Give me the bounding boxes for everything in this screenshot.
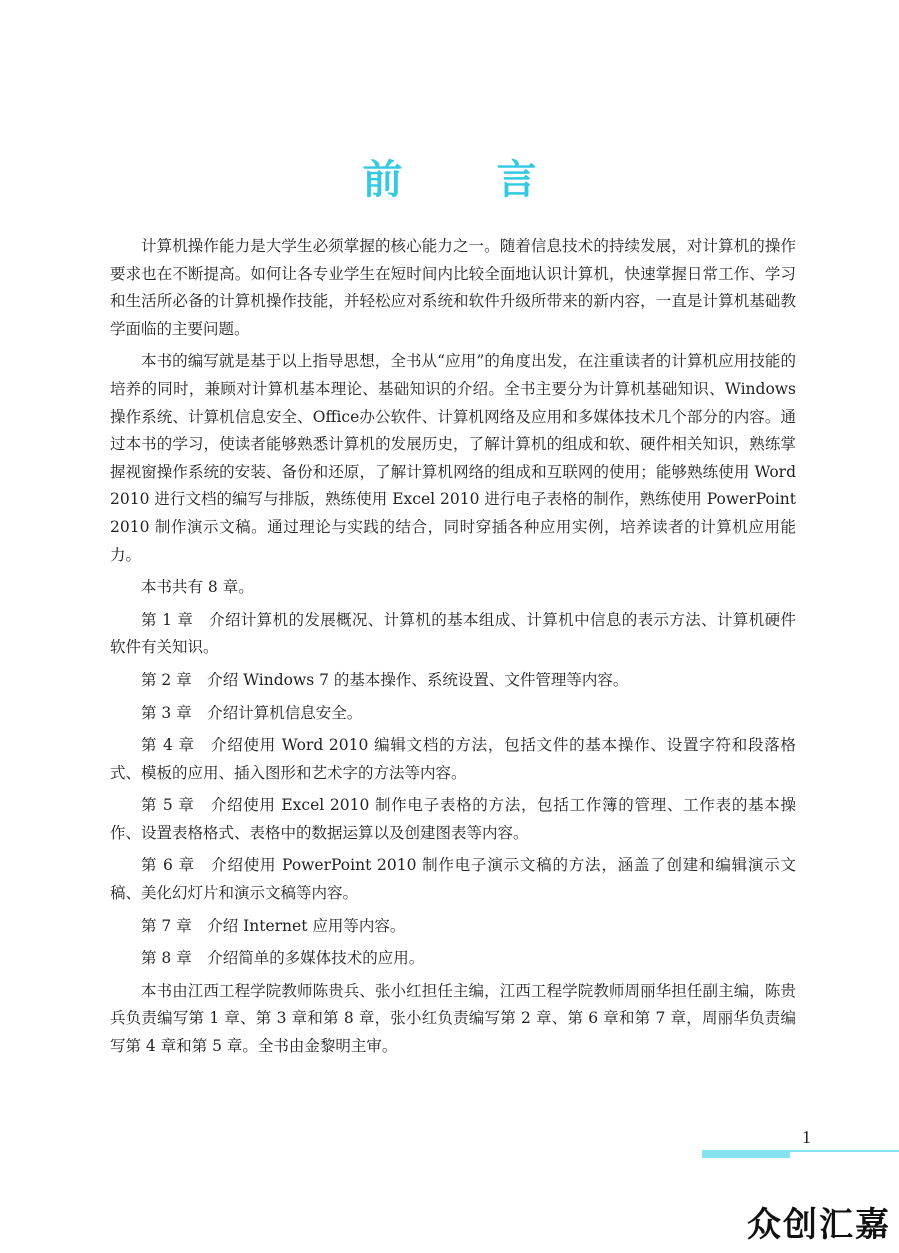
paragraph-chapter-5: 第 5 章 介绍使用 Excel 2010 制作电子表格的方法，包括工作簿的管理、工作表的基本操作、设置表格格式、表格中的数据运算以及创建图表等内容。 <box>110 796 796 842</box>
paragraph-chapter-count: 本书共有 8 章。 <box>141 578 254 597</box>
paragraph-authors: 本书由江西工程学院教师陈贵兵、张小红担任主编，江西工程学院教师周丽华担任副主编，陈贵兵负责编写第 1 章、第 3 章和第 8 章，张小红负责编写第 2 章、第 6 章和第 7 章，周丽华负责编写第 4 章和第 5 章。全书由金黎明主审。 <box>110 981 796 1056</box>
page-title: 前 言 <box>362 157 577 203</box>
paragraph-intro: 计算机操作能力是大学生必须掌握的核心能力之一。随着信息技术的持续发展，对计算机的操作要求也在不断提高。如何让各专业学生在短时间内比较全面地认识计算机，快速掌握日常工作、学习和生活所必备的计算机操作技能，并轻松应对系统和软件升级所带来的新内容，一直是计算机基础教学面临的主要问题。 <box>110 237 796 338</box>
paragraph-approach: 本书的编写就是基于以上指导思想，全书从“应用”的角度出发，在注重读者的计算机应用技能的培养的同时，兼顾对计算机基本理论、基础知识的介绍。全书主要分为计算机基础知识、Windows操作系统、计算机信息安全、Office办公软件、计算机网络及应用和多媒体技术几个部分的内容。通过本书的学习，使读者能够熟悉计算机的发展历史，了解计算机的组成和软、硬件相关知识，熟练掌握视窗操作系统的安装、备份和还原，了解计算机网络的组成和互联网的使用；能够熟练使用 Word 2010 进行文档的编写与排版，熟练使用 Excel 2010 进行电子表格的制作，熟练使用 PowerPoint 2010 制作演示文稿。通过理论与实践的结合，同时穿插各种应用实例，培养读者的计算机应用能力。 <box>110 352 796 564</box>
paragraph-chapter-3: 第 3 章 介绍计算机信息安全。 <box>141 703 363 722</box>
paragraph-chapter-6: 第 6 章 介绍使用 PowerPoint 2010 制作电子演示文稿的方法，涵盖了创建和编辑演示文稿、美化幻灯片和演示文稿等内容。 <box>110 856 796 903</box>
paragraph-chapter-4: 第 4 章 介绍使用 Word 2010 编辑文档的方法，包括文件的基本操作、设置字符和段落格式、模板的应用、插入图形和艺术字的方法等内容。 <box>110 736 796 782</box>
paragraph-chapter-1: 第 1 章 介绍计算机的发展概况、计算机的基本组成、计算机中信息的表示方法、计算机硬件软件有关知识。 <box>110 610 796 657</box>
paragraph-chapter-8: 第 8 章 介绍简单的多媒体技术的应用。 <box>141 949 425 968</box>
paragraph-chapter-2: 第 2 章 介绍 Windows 7 的基本操作、系统设置、文件管理等内容。 <box>141 670 629 689</box>
page-footer-bar <box>702 1150 790 1158</box>
paragraph-chapter-7: 第 7 章 介绍 Internet 应用等内容。 <box>141 916 406 935</box>
watermark-logo: 众创汇嘉 <box>747 1205 891 1245</box>
page-number: 1 <box>802 1127 811 1147</box>
body-text <box>110 233 796 1066</box>
